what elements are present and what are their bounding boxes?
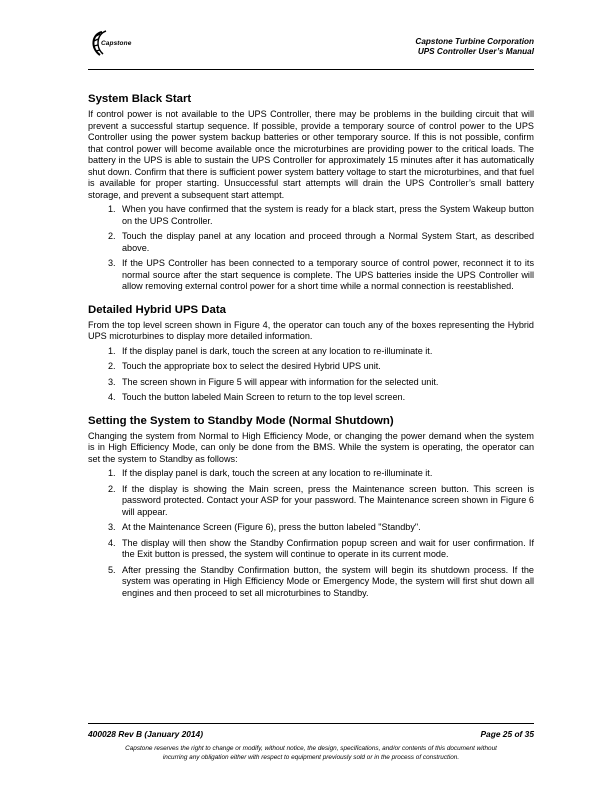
header-divider <box>88 69 534 70</box>
numbered-list <box>88 346 534 404</box>
section-heading: Setting the System to Standby Mode (Normal Shutdown) <box>88 414 394 427</box>
list-item: 2. Touch the display panel at any location and proceed through a Normal System Start, as described above. <box>108 231 534 253</box>
section-hybrid-ups-data <box>88 303 534 404</box>
section-standby-mode <box>88 414 534 600</box>
capstone-logo <box>88 26 178 62</box>
list-item: 1. If the display panel is dark, touch the screen at any location to re-illuminate it. <box>108 468 433 478</box>
list-item: 1. When you have confirmed that the system is ready for a black start, press the System Wakeup button on the UPS Controller. <box>108 204 534 226</box>
list-item: 3. If the UPS Controller has been connected to a temporary source of control power, reconnect it to its normal source after the start sequence is complete. The UPS batteries inside the UPS Controller will allow removing external control power for a short time while a normal connection is reestablished. <box>108 258 534 291</box>
page-content <box>88 92 534 609</box>
list-item: 5. After pressing the Standby Confirmation button, the system will begin its shutdown process. If the system was operating in High Efficiency Mode or Emergency Mode, the system will first shut down all engines and then proceed to set all microturbines to Standby. <box>108 564 534 598</box>
disclaimer-line: Capstone reserves the right to change or modify, without notice, the design, specifications, and/or contents of this document without <box>125 745 497 752</box>
footer-divider <box>88 723 534 724</box>
header-titles <box>415 37 534 57</box>
document-id: 400028 Rev B (January 2014) <box>88 729 203 739</box>
section-heading: Detailed Hybrid UPS Data <box>88 303 226 316</box>
company-name: Capstone Turbine Corporation <box>415 37 534 46</box>
numbered-list <box>88 204 534 293</box>
section-paragraph: If control power is not available to the UPS Controller, there may be problems in the building circuit that will prevent a successful startup sequence. If possible, provide a temporary source of control power to the UPS Controller using the power system backup batteries or other temporary source. If this is not possible, confirm that control power will become available once the microturbines are providing power to the critical loads. The battery in the UPS is able to sustain the UPS Controller for approximately 15 minutes after it has automatically shut down. Confirm that there is sufficient power system battery voltage to start the microturbines, and that fuel is available for proper starting. Unsuccessful start attempts will drain the UPS Controller’s small battery storage, and prevent a subsequent start attempt. <box>88 109 534 200</box>
list-item: 1. If the display panel is dark, touch the screen at any location to re-illuminate it. <box>108 345 433 356</box>
page-header <box>88 26 534 70</box>
manual-title: UPS Controller User’s Manual <box>417 47 534 56</box>
list-item: 2. If the display is showing the Main screen, press the Maintenance screen button. This screen is password protected. Contact your ASP for your password. The Maintenance screen shown in Figure 6 will appear. <box>108 483 534 517</box>
page-number: Page 25 of 35 <box>480 729 534 739</box>
footer-disclaimer <box>88 744 534 762</box>
disclaimer-line: incurring any obligation either with respect to equipment previously sold or in the process of construction. <box>162 754 460 761</box>
list-item: 3. The screen shown in Figure 5 will appear with information for the selected unit. <box>108 376 439 387</box>
list-item: 3. At the Maintenance Screen (Figure 6), press the button labeled "Standby". <box>108 522 421 532</box>
list-item: 2. Touch the appropriate box to select the desired Hybrid UPS unit. <box>108 361 381 371</box>
list-item: 4. Touch the button labeled Main Screen to return to the top level screen. <box>108 392 406 402</box>
logo-text: Capstone <box>101 40 132 47</box>
section-black-start <box>88 92 534 293</box>
numbered-list <box>88 468 534 599</box>
section-heading: System Black Start <box>88 93 192 105</box>
section-paragraph: From the top level screen shown in Figure 4, the operator can touch any of the boxes representing the Hybrid UPS microturbines to display more detailed information. <box>88 319 534 341</box>
list-item: 4. The display will then show the Standby Confirmation popup screen and wait for user confirmation. If the Exit button is pressed, the system will continue to operate in its current mode. <box>108 537 534 559</box>
section-paragraph: Changing the system from Normal to High Efficiency Mode, or changing the power demand when the system is in High Efficiency Mode, can only be done from the BMS. While the system is operating, the operator can set the system to Standby as follows: <box>88 430 534 464</box>
